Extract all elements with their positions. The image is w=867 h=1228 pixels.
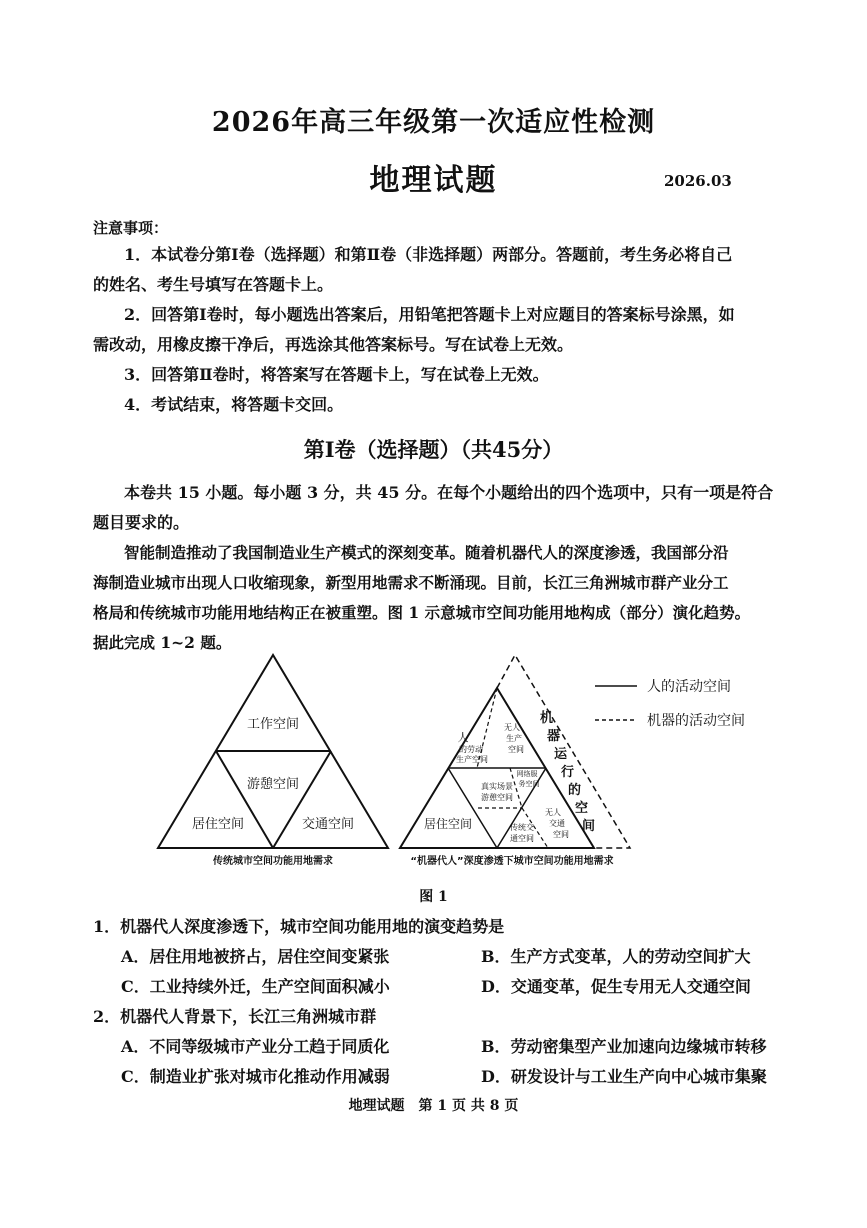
figure-legend xyxy=(595,678,745,729)
right-diagram-caption: “机器代人”深度渗透下城市空间功能用地需求 xyxy=(410,856,614,867)
label-living-space-left: 居住空间 xyxy=(191,817,245,832)
label-real-scene-1: 真实场景 xyxy=(481,782,513,791)
question-1-option-d: D．交通变革，促生专用无人交通空间 xyxy=(481,977,751,996)
question-1-option-b: B．生产方式变革，人的劳动空间扩大 xyxy=(481,947,751,966)
label-network-2: 务空间 xyxy=(518,780,540,788)
page-footer: 地理试题 第 1 页 共 8 页 xyxy=(348,1098,519,1114)
machine-char-5: 的 xyxy=(568,783,582,798)
section-intro-line1: 本卷共 15 小题。每小题 3 分，共 45 分。在每个小题给出的四个选项中，只有一项是符合 xyxy=(124,483,774,502)
machine-char-4: 行 xyxy=(561,765,575,780)
question-1-option-c: C．工业持续外迁，生产空间面积减小 xyxy=(121,977,390,996)
label-unmanned-prod-3: 空间 xyxy=(508,745,524,754)
label-human-labor-2: 的劳动 xyxy=(459,745,483,754)
legend-dashed-label: 机器的活动空间 xyxy=(647,713,745,729)
question-1-option-a: A．居住用地被挤占，居住空间变紧张 xyxy=(121,947,390,966)
question-2-option-c: C．制造业扩张对城市化推动作用减弱 xyxy=(121,1067,390,1086)
exam-date: 2026.03 xyxy=(664,172,732,190)
notes-list xyxy=(93,240,809,420)
question-2-stem: 2．机器代人背景下，长江三角洲城市群 xyxy=(93,1007,377,1026)
label-work-space: 工作空间 xyxy=(246,717,300,732)
label-real-scene-2: 游憩空间 xyxy=(481,793,513,802)
machine-char-3: 运 xyxy=(554,747,568,762)
note-item-4: 4．考试结束，将答题卡交回。 xyxy=(124,395,344,414)
question-2-option-a: A．不同等级城市产业分工趋于同质化 xyxy=(121,1037,390,1056)
note-item-1-line1: 1．本试卷分第Ⅰ卷（选择题）和第Ⅱ卷（非选择题）两部分。答题前，考生务必将自己 xyxy=(124,245,733,264)
label-trad-traffic-2: 通空间 xyxy=(510,834,534,843)
label-unmanned-prod-2: 生产 xyxy=(506,734,522,743)
label-network-1: 网络服 xyxy=(516,770,538,778)
label-human-labor-1: 人 xyxy=(457,731,469,744)
label-unmanned-prod-1: 无人 xyxy=(504,723,520,732)
section-intro-line2: 题目要求的。 xyxy=(93,513,190,532)
question-1-stem: 1．机器代人深度渗透下，城市空间功能用地的演变趋势是 xyxy=(93,917,505,936)
section-title: 第Ⅰ卷（选择题）（共45分） xyxy=(303,437,564,462)
label-human-labor-3: 生产空间 xyxy=(456,755,488,764)
label-living-space-right: 居住空间 xyxy=(423,817,473,831)
subject-title: 地理试题 xyxy=(369,163,498,198)
machine-char-1: 机 xyxy=(540,711,554,726)
notes-heading: 注意事项： xyxy=(93,219,169,237)
question-2-option-d: D．研发设计与工业生产向中心城市集聚 xyxy=(481,1067,767,1086)
note-item-3: 3．回答第Ⅱ卷时，将答案写在答题卡上，写在试卷上无效。 xyxy=(124,365,549,384)
label-trad-traffic-1: 传统交 xyxy=(510,823,534,832)
label-unmanned-traffic-1: 无人 xyxy=(545,808,561,817)
material-line1: 智能制造推动了我国制造业生产模式的深刻变革。随着机器代人的深度渗透，我国部分沿 xyxy=(124,543,729,562)
label-unmanned-traffic-2: 交通 xyxy=(549,819,565,828)
note-item-2-line1: 2．回答第Ⅰ卷时，每小题选出答案后，用铅笔把答题卡上对应题目的答案标号涂黑，如 xyxy=(124,305,735,324)
section-intro xyxy=(93,478,809,538)
machine-char-6: 空 xyxy=(575,801,589,816)
figure-1-diagram xyxy=(0,640,867,880)
machine-char-2: 器 xyxy=(547,729,561,744)
machine-char-7: 间 xyxy=(582,819,596,834)
legend-solid-label: 人的活动空间 xyxy=(647,679,731,695)
label-traffic-space: 交通空间 xyxy=(301,817,355,832)
left-diagram-caption: 传统城市空间功能用地需求 xyxy=(213,856,333,867)
note-item-1-line2: 的姓名、考生号填写在答题卡上。 xyxy=(93,275,334,294)
material-line4: 据此完成 1~2 题。 xyxy=(93,633,232,652)
label-unmanned-traffic-3: 空间 xyxy=(553,830,569,839)
note-item-2-line2: 需改动，用橡皮擦干净后，再选涂其他答案标号。写在试卷上无效。 xyxy=(93,335,574,354)
material-line2: 海制造业城市出现人口收缩现象，新型用地需求不断涌现。目前，长江三角洲城市群产业分工 xyxy=(93,573,729,592)
figure-caption: 图 1 xyxy=(419,889,448,905)
label-leisure-space: 游憩空间 xyxy=(246,777,300,792)
question-2-option-b: B．劳动密集型产业加速向边缘城市转移 xyxy=(481,1037,767,1056)
material-line3: 格局和传统城市功能用地结构正在被重塑。图 1 示意城市空间功能用地构成（部分）演化趋势。 xyxy=(93,603,751,622)
exam-title: 2026年高三年级第一次适应性检测 xyxy=(211,107,656,138)
